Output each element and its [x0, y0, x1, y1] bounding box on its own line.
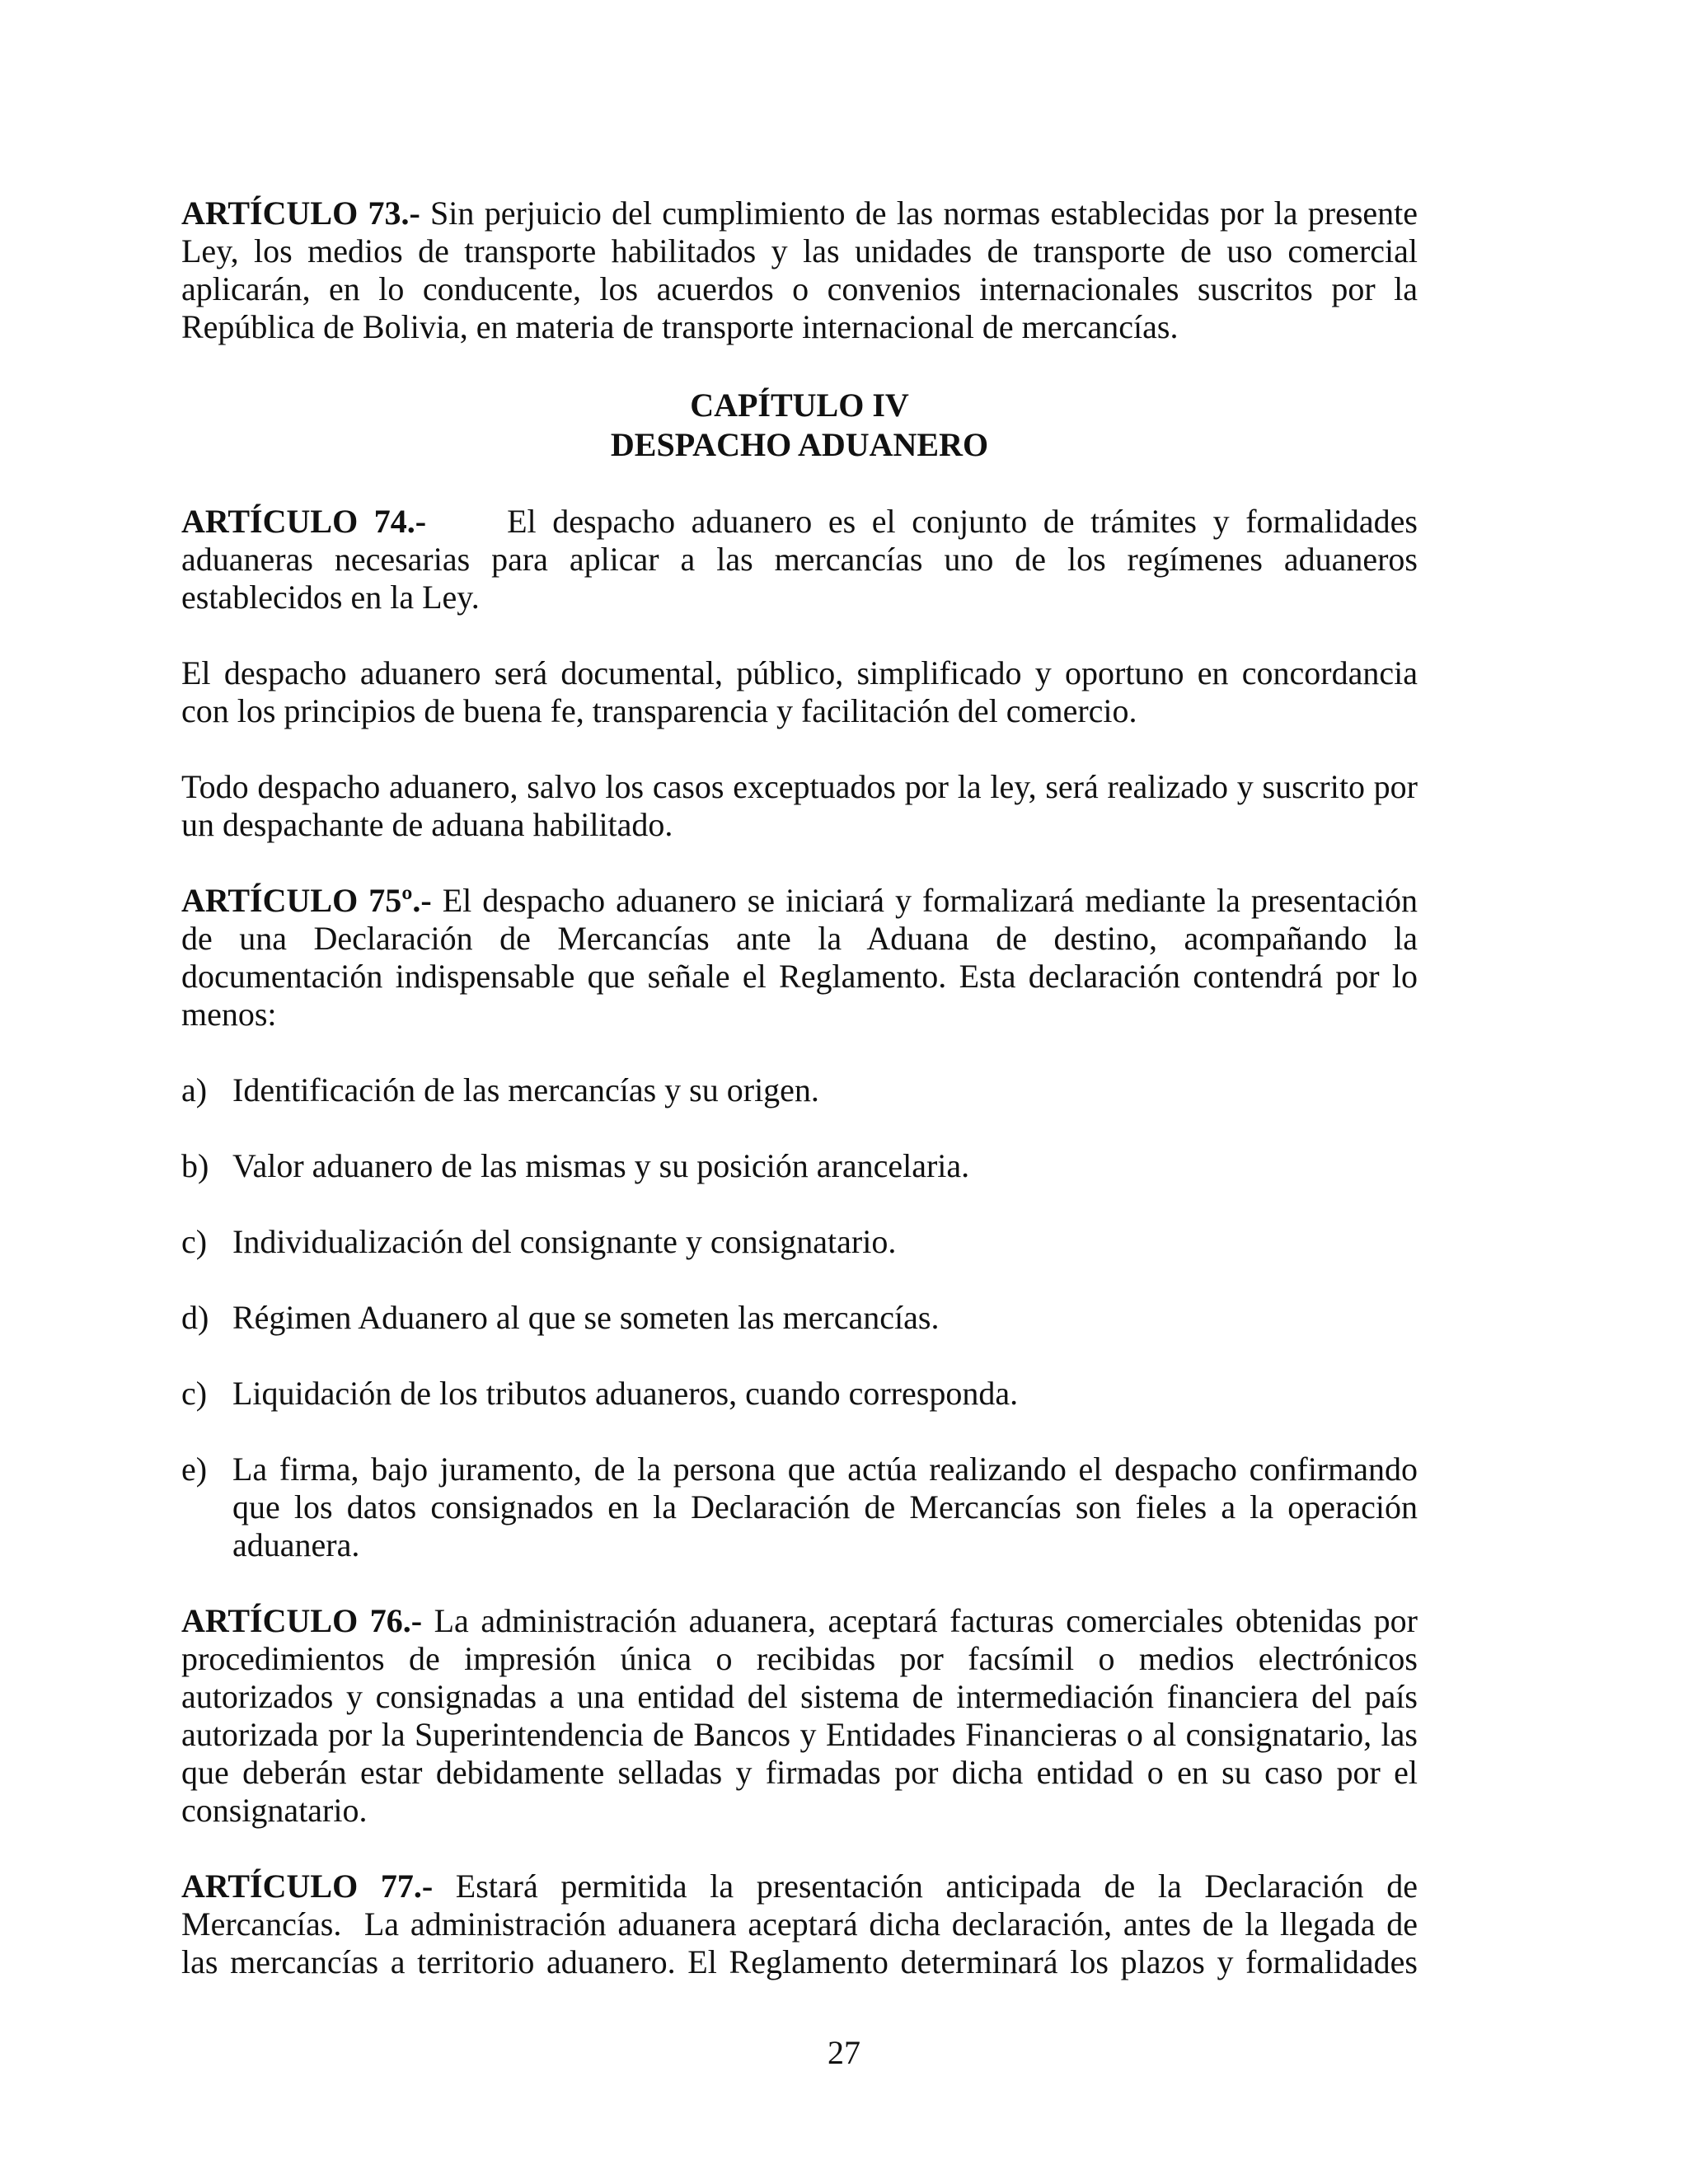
chapter-number: CAPÍTULO IV	[690, 387, 909, 424]
article-74-label: ARTÍCULO 74.-	[181, 503, 427, 540]
page-number: 27	[828, 2034, 860, 2071]
article-74	[181, 503, 1427, 616]
list-item	[181, 1451, 1418, 1564]
chapter-title: DESPACHO ADUANERO	[610, 426, 989, 463]
article-77	[181, 1868, 1427, 1981]
list-item	[181, 1223, 1418, 1261]
article-75-label: ARTÍCULO 75º.-	[181, 882, 432, 919]
list-item-text: Individualización del consignante y consignatario.	[232, 1223, 897, 1260]
list-item-text: Identificación de las mercancías y su origen.	[232, 1071, 819, 1108]
list-marker: c)	[181, 1223, 208, 1260]
article-77-label: ARTÍCULO 77.-	[181, 1868, 434, 1905]
article-74-paragraph-3: Todo despacho aduanero, salvo los casos exceptuados por la ley, será realizado y suscrito por un despachante de aduana habilitado.	[181, 768, 1418, 843]
page-content	[181, 194, 1427, 1981]
article-75-text: El despacho aduanero se iniciará y formalizará mediante la presentación de una Declaración de Mercancías ante la Aduana de destino, acompañando la documentación indispensable que señale el Reglamento. Esta declaración contendrá por lo menos:	[181, 882, 1426, 1033]
list-item-text: La firma, bajo juramento, de la persona que actúa realizando el despacho confirmando que los datos consignados en la Declaración de Mercancías son fieles a la operación aduanera.	[232, 1451, 1418, 1563]
list-item	[181, 1375, 1418, 1413]
article-73	[181, 194, 1427, 346]
list-item	[181, 1299, 1418, 1337]
article-75-list	[181, 1071, 1418, 1564]
list-marker: a)	[181, 1071, 208, 1108]
article-77-text: Estará permitida la presentación anticipada de la Declaración de Mercancías. La administración aduanera aceptará dicha declaración, antes de la llegada de las mercancías a territorio aduanero. El Reglamento determinará los plazos y formalidades	[181, 1868, 1427, 1980]
list-marker: e)	[181, 1451, 208, 1488]
article-76-text: La administración aduanera, aceptará facturas comerciales obtenidas por procedimientos de impresión única o recibidas por facsímil o medios electrónicos autorizados y consignadas a una entidad del sistema de intermediación financiera del país autorizada por la Superintendencia de Bancos y Entidades Financieras o al consignatario, las que deberán estar debidamente selladas y firmadas por dicha entidad o en su caso por el consignatario.	[181, 1602, 1427, 1829]
list-marker: d)	[181, 1299, 209, 1336]
article-73-text: Sin perjuicio del cumplimiento de las normas establecidas por la presente Ley, los medios de transporte habilitados y las unidades de transporte de uso comercial aplicarán, en lo conducente, los acuerdos o convenios internacionales suscritos por la República de Bolivia, en materia de transporte internacional de mercancías.	[181, 194, 1427, 345]
list-item	[181, 1147, 1418, 1185]
list-item	[181, 1071, 1418, 1109]
article-73-label: ARTÍCULO 73.-	[181, 194, 420, 232]
article-75	[181, 882, 1426, 1033]
list-marker: c)	[181, 1375, 208, 1412]
article-76	[181, 1602, 1427, 1830]
list-item-text: Valor aduanero de las mismas y su posición arancelaria.	[232, 1147, 970, 1184]
article-74-paragraph-2: El despacho aduanero será documental, público, simplificado y oportuno en concordancia con los principios de buena fe, transparencia y facilitación del comercio.	[181, 654, 1418, 729]
article-76-label: ARTÍCULO 76.-	[181, 1602, 423, 1639]
list-item-text: Liquidación de los tributos aduaneros, cuando corresponda.	[232, 1375, 1019, 1412]
list-marker: b)	[181, 1147, 209, 1184]
list-item-text: Régimen Aduanero al que se someten las mercancías.	[232, 1299, 940, 1336]
article-74-text: El despacho aduanero es el conjunto de trámites y formalidades aduaneras necesarias para aplicar a las mercancías uno de los regímenes aduaneros establecidos en la Ley.	[181, 503, 1427, 616]
